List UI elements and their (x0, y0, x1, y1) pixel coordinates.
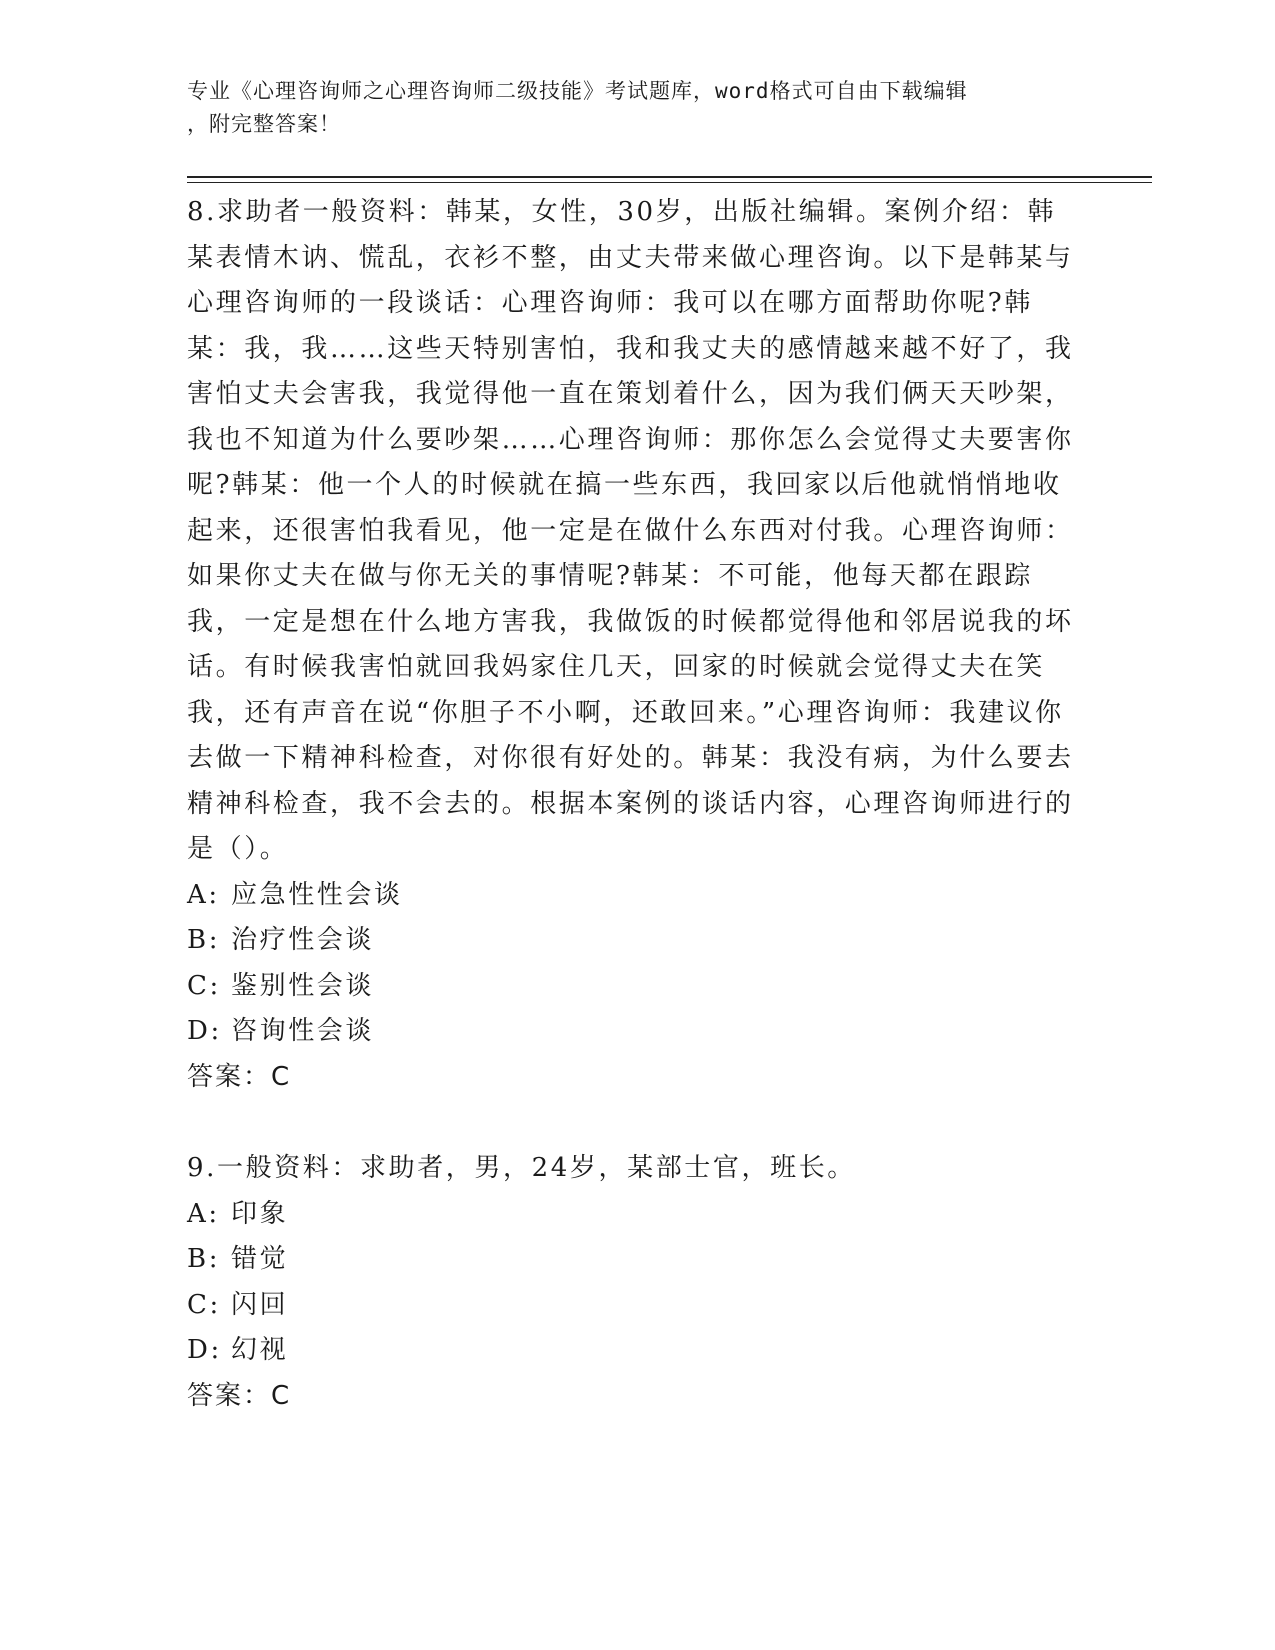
option-key: A: (187, 1198, 220, 1229)
option-b (187, 1237, 1079, 1283)
option-text: 闪回 (231, 1289, 289, 1320)
option-text: 鉴别性会谈 (231, 970, 375, 1001)
option-text: 咨询性会谈 (231, 1016, 375, 1046)
question-8 (187, 190, 1079, 1100)
option-c (187, 964, 1079, 1010)
option-key: D: (187, 1016, 222, 1046)
header-title-continuation: ，附完整答案！ (187, 112, 341, 136)
header-title-line: 专业《心理咨询师之心理咨询师二级技能》考试题库，word格式可自由下载编辑 (187, 79, 968, 103)
question-stem: 9.一般资料：求助者，男，24岁，某部士官，班长。 (187, 1153, 856, 1183)
document-header (187, 75, 1067, 141)
option-key: C: (187, 1289, 221, 1320)
option-text: 治疗性会谈 (231, 925, 375, 955)
option-a (187, 1192, 1079, 1238)
option-text: 幻视 (231, 1335, 289, 1365)
answer-line: 答案：C (187, 1061, 292, 1092)
question-9 (187, 1146, 1079, 1419)
header-divider-thin (187, 182, 1152, 183)
option-d (187, 1009, 1079, 1055)
answer-line: 答案：C (187, 1380, 292, 1411)
option-key: B: (187, 1244, 221, 1274)
option-text: 应急性性会谈 (231, 879, 403, 910)
option-key: D: (187, 1335, 222, 1365)
option-text: 错觉 (231, 1244, 289, 1274)
option-c (187, 1283, 1079, 1329)
option-a (187, 873, 1079, 919)
option-key: A: (187, 879, 220, 910)
question-spacer (187, 1100, 1079, 1146)
option-text: 印象 (231, 1198, 289, 1229)
option-d (187, 1328, 1079, 1374)
question-stem: 8.求助者一般资料：韩某，女性，30岁，出版社编辑。案例介绍：韩某表情木讷、慌乱，衣衫不整，由丈夫带来做心理咨询。以下是韩某与心理咨询师的一段谈话：心理咨询师：我可以在哪方面帮助你呢?韩某：我，我……这些天特别害怕，我和我丈夫的感情越来越不好了，我害怕丈夫会害我，我觉得他一直在策划着什么，因为我们俩天天吵架，我也不知道为什么要吵架……心理咨询师：那你怎么会觉得丈夫要害你呢?韩某：他一个人的时候就在搞一些东西，我回家以后他就悄悄地收起来，还很害怕我看见，他一定是在做什么东西对付我。心理咨询师：如果你丈夫在做与你无关的事情呢?韩某：不可能，他每天都在跟踪我，一定是想在什么地方害我，我做饭的时候都觉得他和邻居说我的坏话。有时候我害怕就回我妈家住几天，回家的时候就会觉得丈夫在笑我，还有声音在说“你胆子不小啊，还敢回来。”心理咨询师：我建议你去做一下精神科检查，对你很有好处的。韩某：我没有病，为什么要去精神科检查，我不会去的。根据本案例的谈话内容，心理咨询师进行的是（）。 (187, 197, 1074, 864)
option-b (187, 918, 1079, 964)
option-key: C: (187, 970, 221, 1001)
header-divider-thick (187, 176, 1152, 178)
option-key: B: (187, 925, 221, 955)
question-list (187, 190, 1079, 1419)
